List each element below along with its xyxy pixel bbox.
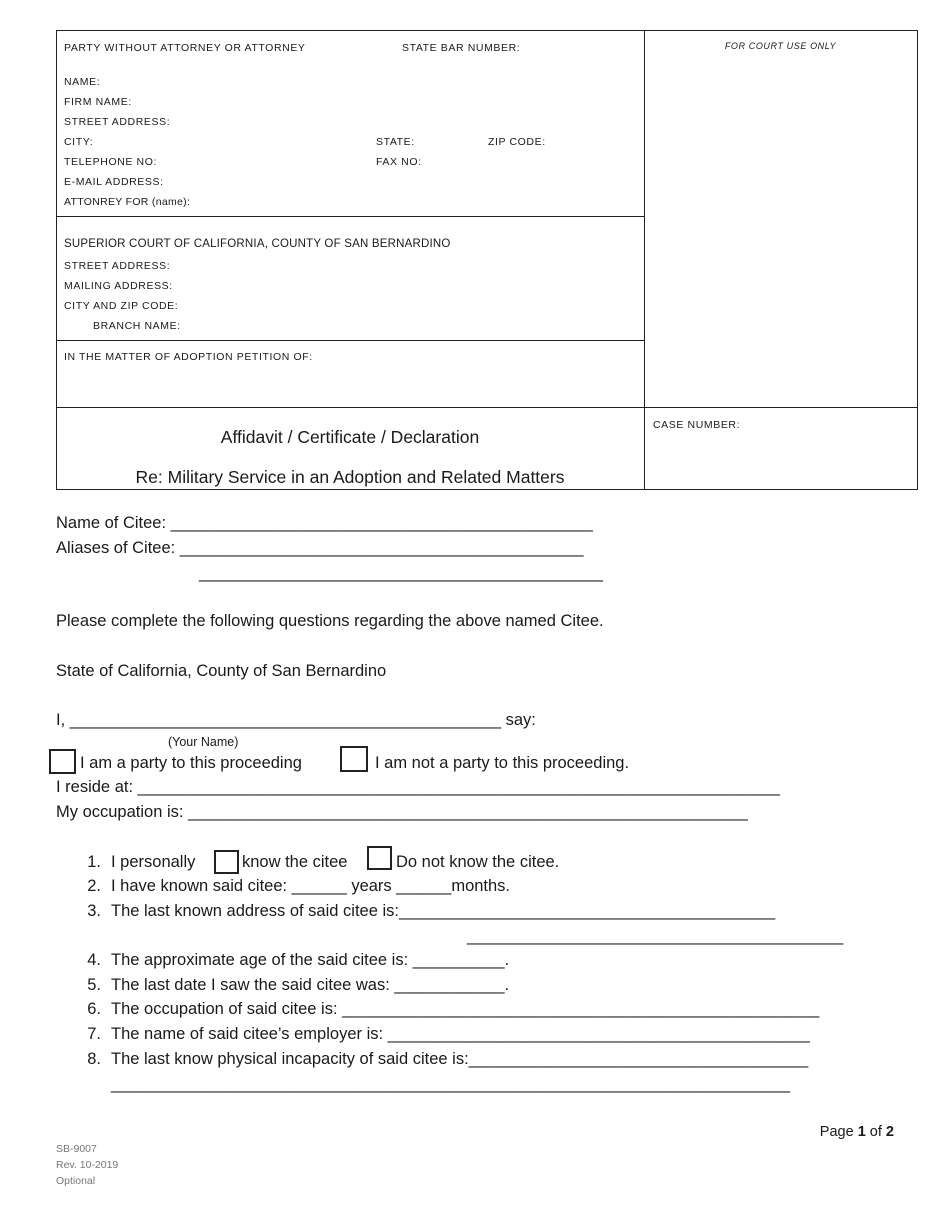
court-use-label: FOR COURT USE ONLY <box>724 41 837 51</box>
know-citee-checkbox[interactable] <box>214 850 239 874</box>
state-label: STATE: <box>376 136 415 148</box>
reside-at-field[interactable]: I reside at: ______________________________________________________________________ <box>56 778 780 796</box>
state-county-text: State of California, County of San Bernardino <box>56 662 387 680</box>
caption-divider-vertical <box>644 30 645 489</box>
fax-label: FAX NO: <box>376 156 422 168</box>
page-total: 2 <box>885 1124 894 1140</box>
question-4-text: The approximate age of the said citee is: __________. <box>111 951 510 969</box>
party-option-label: I am a party to this proceeding <box>80 754 302 772</box>
name-of-citee-field[interactable]: Name of Citee: ______________________________________________ <box>56 514 593 532</box>
do-not-know-citee-label: Do not know the citee. <box>396 853 560 871</box>
declarant-name-field[interactable]: I, _______________________________________________ say: <box>56 711 536 729</box>
form-optional: Optional <box>56 1175 96 1187</box>
branch-label: BRANCH NAME: <box>93 320 181 332</box>
page-number: 1 <box>857 1124 866 1140</box>
form-id: SB-9007 <box>56 1143 97 1155</box>
form-subtitle: Re: Military Service in an Adoption and Related Matters <box>135 467 565 487</box>
question-3[interactable] <box>75 902 775 921</box>
court-name: SUPERIOR COURT OF CALIFORNIA, COUNTY OF SAN BERNARDINO <box>64 238 451 250</box>
question-1-text-a: I personally <box>111 853 196 871</box>
question-number: 7. <box>87 1025 101 1043</box>
question-7-text: The name of said citee’s employer is: ______________________________________________ <box>111 1025 810 1043</box>
question-8-continuation[interactable]: __________________________________________________________________________ <box>111 1075 791 1093</box>
question-number: 6. <box>87 1000 101 1018</box>
your-name-caption: (Your Name) <box>168 735 239 749</box>
question-8[interactable] <box>75 1050 808 1069</box>
know-citee-label: know the citee <box>242 853 348 871</box>
zip-label: ZIP CODE: <box>488 136 546 148</box>
caption-divider-2 <box>56 340 645 341</box>
question-number: 1. <box>87 853 101 871</box>
page-indicator <box>820 1124 894 1140</box>
question-number: 8. <box>87 1050 101 1068</box>
firm-label: FIRM NAME: <box>64 96 132 108</box>
question-number: 3. <box>87 902 101 920</box>
question-8-text: The last know physical incapacity of said citee is:_____________________________________ <box>111 1050 809 1068</box>
name-label: NAME: <box>64 76 101 88</box>
attorney-for-label: ATTONREY FOR (name): <box>64 196 191 208</box>
occupation-field[interactable]: My occupation is: _____________________________________________________________ <box>56 803 748 821</box>
question-3-text: The last known address of said citee is:_________________________________________ <box>111 902 776 920</box>
page-of: of <box>865 1124 886 1140</box>
aliases-of-citee-field-2[interactable]: ____________________________________________ <box>199 564 603 582</box>
instructions-text: Please complete the following questions regarding the above named Citee. <box>56 612 604 630</box>
question-2-text: I have known said citee: ______ years ______months. <box>111 877 511 895</box>
caption-divider-1 <box>56 216 645 217</box>
page-prefix: Page <box>819 1124 858 1140</box>
street-label: STREET ADDRESS: <box>64 116 171 128</box>
question-number: 5. <box>87 976 101 994</box>
case-number-label: CASE NUMBER: <box>653 419 741 431</box>
form-title: Affidavit / Certificate / Declaration <box>220 427 480 447</box>
question-2[interactable] <box>75 877 510 896</box>
state-bar-label: STATE BAR NUMBER: <box>402 42 521 54</box>
question-6-text: The occupation of said citee is: ____________________________________________________ <box>111 1000 820 1018</box>
mailing-label: MAILING ADDRESS: <box>64 280 173 292</box>
caption-box <box>56 30 918 490</box>
do-not-know-citee-checkbox[interactable] <box>367 846 392 870</box>
not-party-checkbox[interactable] <box>340 746 368 772</box>
question-6[interactable] <box>75 1000 819 1019</box>
question-5[interactable] <box>75 976 509 995</box>
telephone-label: TELEPHONE NO: <box>64 156 157 168</box>
not-party-option-label: I am not a party to this proceeding. <box>375 754 630 772</box>
court-street-label: STREET ADDRESS: <box>64 260 171 272</box>
question-number: 4. <box>87 951 101 969</box>
form-revision: Rev. 10-2019 <box>56 1159 119 1171</box>
party-label: PARTY WITHOUT ATTORNEY OR ATTORNEY <box>64 42 306 54</box>
question-4[interactable] <box>75 951 509 970</box>
matter-label: IN THE MATTER OF ADOPTION PETITION OF: <box>64 351 313 363</box>
email-label: E-MAIL ADDRESS: <box>64 176 164 188</box>
question-7[interactable] <box>75 1025 810 1044</box>
party-checkbox[interactable] <box>49 749 76 774</box>
question-3-continuation[interactable]: _________________________________________ <box>467 927 844 945</box>
city-label: CITY: <box>64 136 94 148</box>
aliases-of-citee-field[interactable]: Aliases of Citee: ____________________________________________ <box>56 539 584 557</box>
question-1 <box>75 853 195 872</box>
caption-divider-3 <box>56 407 917 408</box>
city-zip-label: CITY AND ZIP CODE: <box>64 300 179 312</box>
question-5-text: The last date I saw the said citee was: ____________. <box>111 976 510 994</box>
question-number: 2. <box>87 877 101 895</box>
